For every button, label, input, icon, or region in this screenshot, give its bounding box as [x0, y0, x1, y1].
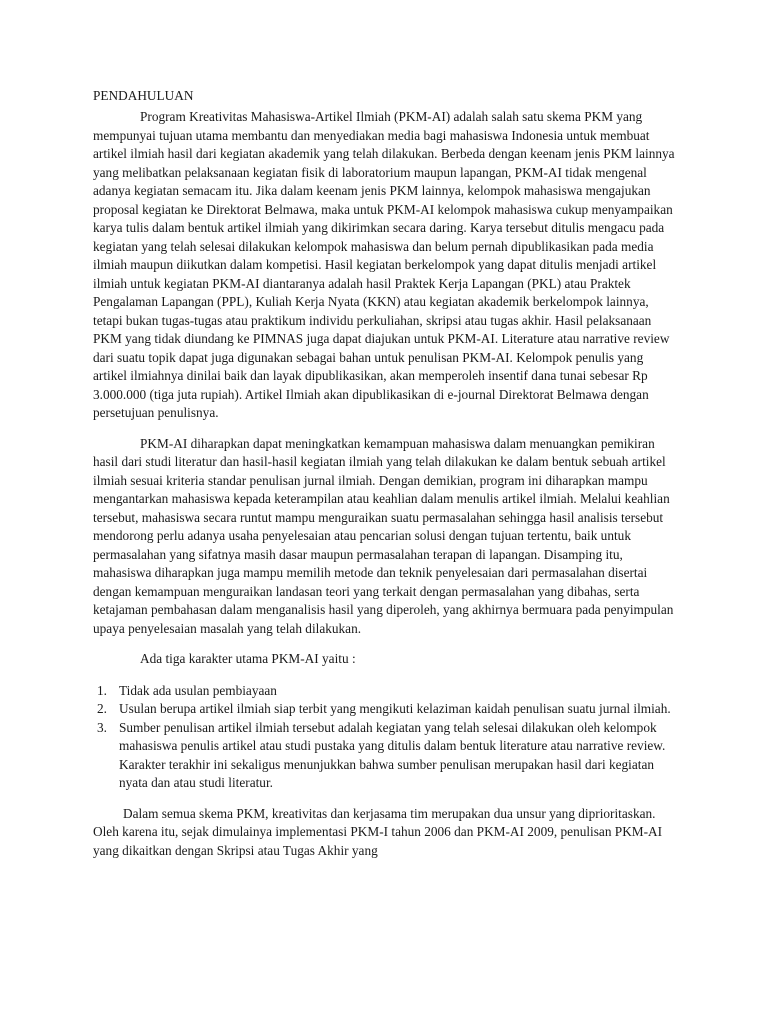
list-intro-text: Ada tiga karakter utama PKM-AI yaitu :: [140, 651, 356, 666]
document-page: [93, 86, 678, 860]
list-item-number: 3.: [97, 719, 107, 735]
section-heading: PENDAHULUAN: [93, 88, 194, 103]
paragraph-1-text: Program Kreativitas Mahasiswa-Artikel Ilmiah (PKM-AI) adalah salah satu skema PKM yang mempunyai tujuan utama membantu dan menyediakan media bagi mahasiswa Indonesia untuk membuat artikel ilmiah hasil dari kegiatan akademik yang telah dilakukan. Berbeda dengan keenam jenis PKM lainnya yang melibatkan pelaksanaan kegiatan fisik di laboratorium maupun lapangan, PKM-AI tidak mengenal adanya kegiatan semacam itu. Jika dalam keenam jenis PKM lainnya, kelompok mahasiswa mengajukan proposal kegiatan ke Direktorat Belmawa, maka untuk PKM-AI kelompok mahasiswa cukup menyampaikan karya tulis dalam bentuk artikel ilmiah yang dikirimkan secara daring. Karya tersebut ditulis mengacu pada kegiatan yang telah selesai dilakukan kelompok mahasiswa dan belum pernah dipublikasikan pada media ilmiah maupun diikutkan dalam kompetisi. Hasil kegiatan berkelompok yang dapat ditulis menjadi artikel ilmiah untuk kegiatan PKM-AI diantaranya adalah hasil Praktek Kerja Lapangan (PKL) atau Praktek Pengalaman Lapangan (PPL), Kuliah Kerja Nyata (KKN) atau kegiatan akademik berkelompok lainnya, tetapi bukan tugas-tugas atau praktikum individu perkuliahan, skripsi atau tugas akhir. Hasil pelaksanaan PKM yang tidak diundang ke PIMNAS juga dapat diajukan untuk PKM-AI. Literature atau narrative review dari suatu topik dapat juga digunakan sebagai bahan untuk penulisan PKM-AI. Kelompok penulis yang artikel ilmiahnya dinilai baik dan layak dipublikasikan, akan memperoleh insentif dana tunai sebesar Rp 3.000.000 (tiga juta rupiah). Artikel Ilmiah akan dipublikasikan di e-journal Direktorat Belmawa dengan persetujuan penulisnya.: [93, 109, 675, 420]
list-item-text: Sumber penulisan artikel ilmiah tersebut adalah kegiatan yang telah selesai dilakukan oleh kelompok mahasiswa penulis artikel atau studi pustaka yang ditulis dalam bentuk literature atau narrative review. Karakter terakhir ini sekaligus menunjukkan bahwa sumber penulisan merupakan hasil dari kegiatan nyata dan atau studi literatur.: [119, 719, 666, 790]
list-item-number: 1.: [97, 682, 107, 698]
paragraph-2: [93, 435, 678, 639]
paragraph-3: [93, 805, 678, 861]
paragraph-3-text: Dalam semua skema PKM, kreativitas dan kerjasama tim merupakan dua unsur yang diprioritaskan. Oleh karena itu, sejak dimulainya implementasi PKM-I tahun 2006 dan PKM-AI 2009, penulisan PKM-AI yang dikaitkan dengan Skripsi atau Tugas Akhir yang: [93, 805, 663, 858]
list-item-text: Usulan berupa artikel ilmiah siap terbit yang mengikuti kelaziman kaidah penulisan suatu jurnal ilmiah.: [119, 701, 671, 716]
list-item: [93, 700, 678, 719]
list-item: [93, 719, 678, 793]
list-item-number: 2.: [97, 701, 107, 716]
list-intro: [93, 650, 678, 669]
list-item-text: Tidak ada usulan pembiayaan: [119, 682, 277, 698]
paragraph-2-text: PKM-AI diharapkan dapat meningkatkan kemampuan mahasiswa dalam menuangkan pemikiran hasil dari studi literatur dan hasil-hasil kegiatan ilmiah yang telah dilakukan ke dalam bentuk sebuah artikel ilmiah sesuai kriteria standar penulisan jurnal ilmiah. Dengan demikian, program ini diharapkan mampu mengantarkan mahasiswa kepada keterampilan atau keahlian dalam menulis artikel ilmiah. Melalui keahlian tersebut, mahasiswa secara runtut mampu menguraikan suatu permasalahan sehingga hasil analisis tersebut mendorong perlu adanya usaha penyelesaian atau pencarian solusi dengan tujuan tertentu, baik untuk permasalahan yang sifatnya masih dasar maupun permasalahan terapan di lapangan. Disamping itu, mahasiswa diharapkan juga mampu memilih metode dan teknik penyelesaian dari permasalahan disertai dengan kemampuan menguraikan landasan teori yang terkait dengan permasalahan yang dibahas, serta ketajaman pembahasan dalam menganalisis hasil yang diperoleh, yang akhirnya bermuara pada penyimpulan upaya penyelesaian masalah yang telah dilakukan.: [93, 435, 674, 636]
list-item: [93, 682, 678, 701]
characteristics-list: [93, 682, 678, 793]
paragraph-1: [93, 108, 678, 423]
